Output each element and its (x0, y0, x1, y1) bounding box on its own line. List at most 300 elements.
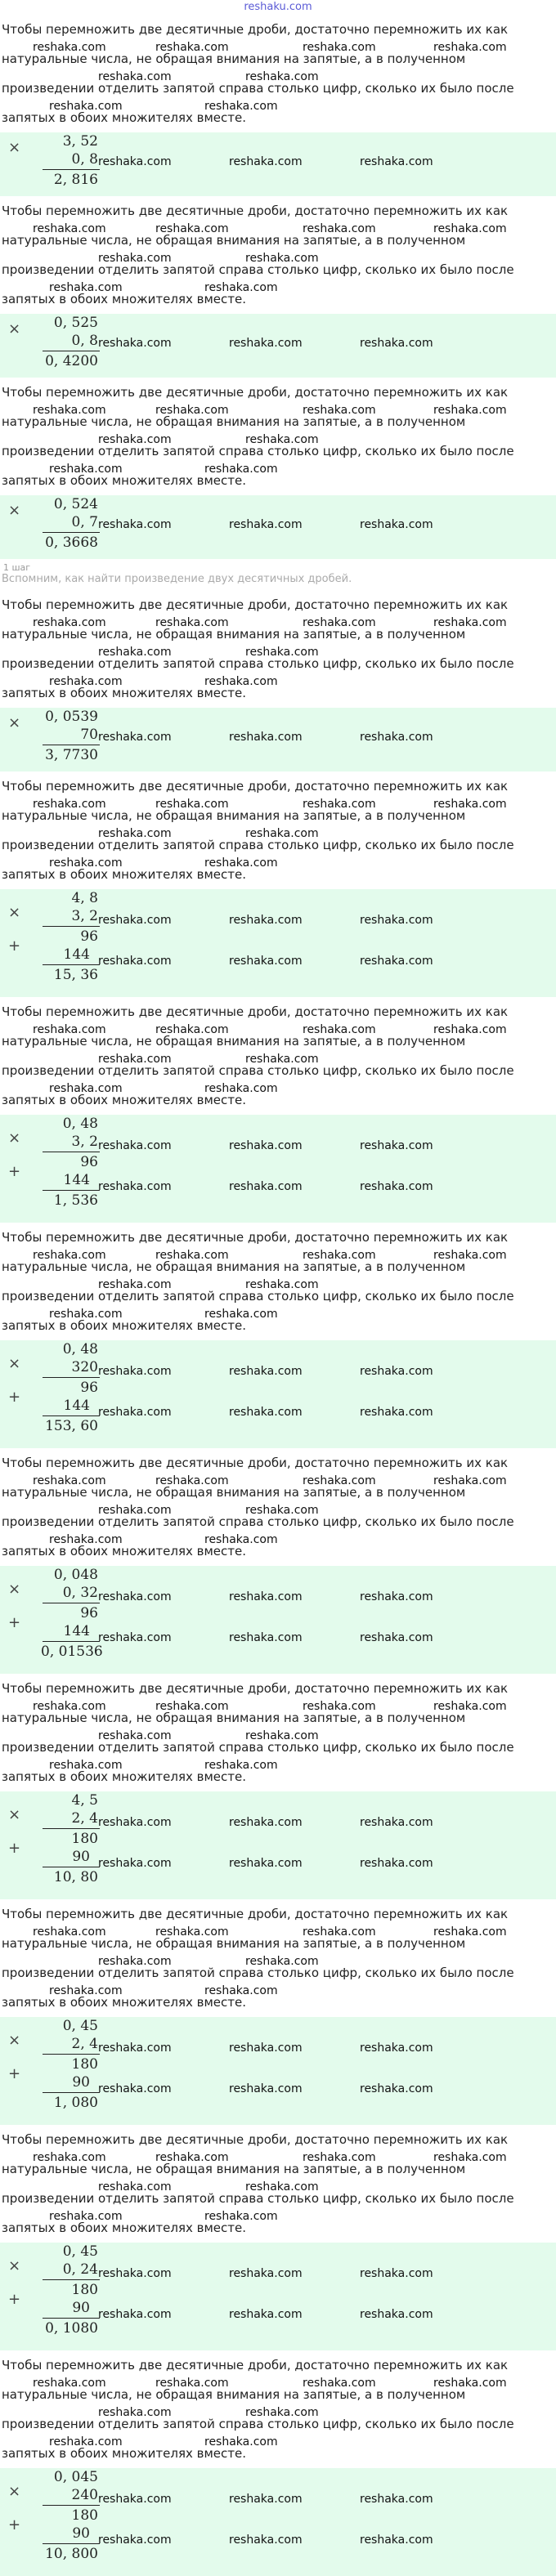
product-result: 3, 7730 (45, 747, 98, 763)
watermark: reshaka.com (98, 1955, 172, 1968)
times-sign: × (8, 139, 21, 156)
explanation-line: произведении отделить запятой справа столько цифр, сколько их было после (2, 1966, 514, 1980)
explanation-block (0, 1223, 556, 1340)
operand: 70 (80, 727, 98, 743)
explanation-block (0, 1674, 556, 1791)
explanation-line: натуральные числа, не обращая внимания на запятые, а в полученном (2, 627, 466, 642)
watermark: reshaka.com (33, 616, 106, 629)
watermark: reshaka.com (155, 1925, 229, 1939)
operand: 0, 45 (62, 2243, 98, 2260)
watermark: reshaka.com (204, 856, 278, 870)
product-result: 1, 080 (53, 2095, 98, 2111)
watermark: reshaka.com (433, 404, 507, 417)
step-label: 1 шаг (3, 562, 31, 573)
product-result: 15, 36 (53, 967, 98, 983)
times-sign: × (8, 2257, 21, 2274)
watermark: reshaka.com (98, 731, 172, 744)
rule-line (43, 1377, 100, 1378)
watermark: reshaka.com (204, 1759, 278, 1772)
explanation-line: произведении отделить запятой справа столько цифр, сколько их было после (2, 1289, 514, 1304)
explanation-line: натуральные числа, не обращая внимания на запятые, а в полученном (2, 414, 466, 429)
watermark: reshaka.com (229, 955, 303, 968)
watermark: reshaka.com (360, 2308, 433, 2321)
explanation-line: произведении отделить запятой справа столько цифр, сколько их было после (2, 1063, 514, 1078)
operand: 4, 8 (71, 890, 98, 906)
plus-sign: + (8, 1163, 21, 1180)
watermark: reshaka.com (303, 2377, 376, 2390)
times-sign: × (8, 904, 21, 921)
rule-line (43, 2092, 100, 2093)
explanation-line: запятых в обоих множителях вместе. (2, 1995, 246, 2010)
explanation-line: Чтобы перемножить две десятичные дроби, достаточно перемножить их как (2, 1004, 509, 1019)
plus-sign: + (8, 1389, 21, 1406)
watermark: reshaka.com (49, 1533, 123, 1546)
watermark: reshaka.com (155, 2151, 229, 2164)
watermark: reshaka.com (49, 2435, 123, 2449)
watermark: reshaka.com (229, 1590, 303, 1603)
watermark: reshaka.com (229, 914, 303, 927)
operand: 0, 8 (71, 333, 98, 349)
multiplication-column (0, 2017, 556, 2125)
explanation-line: произведении отделить запятой справа столько цифр, сколько их было после (2, 656, 514, 671)
watermark: reshaka.com (49, 1984, 123, 1997)
watermark: reshaka.com (155, 1023, 229, 1036)
explanation-line: запятых в обоих множителях вместе. (2, 867, 246, 882)
multiplication-column (0, 132, 556, 196)
watermark: reshaka.com (229, 2534, 303, 2547)
watermark: reshaka.com (49, 100, 123, 113)
watermark: reshaka.com (360, 2267, 433, 2280)
watermark: reshaka.com (433, 41, 507, 54)
times-sign: × (8, 502, 21, 519)
explanation-line: запятых в обоих множителях вместе. (2, 686, 246, 700)
solution-content (0, 15, 556, 2576)
explanation-block (0, 2350, 556, 2468)
watermark: reshaka.com (98, 1590, 172, 1603)
watermark: reshaka.com (360, 1139, 433, 1152)
watermark: reshaka.com (155, 2377, 229, 2390)
watermark: reshaka.com (49, 675, 123, 688)
watermark: reshaka.com (303, 1474, 376, 1487)
times-sign: × (8, 2032, 21, 2049)
watermark: reshaka.com (245, 433, 319, 446)
explanation-line: натуральные числа, не обращая внимания на запятые, а в полученном (2, 1034, 466, 1049)
explanation-line: запятых в обоих множителях вместе. (2, 1769, 246, 1784)
watermark: reshaka.com (98, 2267, 172, 2280)
watermark: reshaka.com (245, 1729, 319, 1742)
partial-product: 144 (63, 1398, 90, 1414)
plus-sign: + (8, 937, 21, 955)
watermark: reshaka.com (303, 798, 376, 811)
watermark: reshaka.com (33, 404, 106, 417)
rule-line (43, 1641, 100, 1642)
watermark: reshaka.com (204, 2435, 278, 2449)
watermark: reshaka.com (433, 222, 507, 235)
explanation-line: произведении отделить запятой справа столько цифр, сколько их было после (2, 81, 514, 96)
explanation-line: натуральные числа, не обращая внимания на запятые, а в полученном (2, 1936, 466, 1951)
partial-product: 144 (63, 1172, 90, 1188)
explanation-line: натуральные числа, не обращая внимания на запятые, а в полученном (2, 2162, 466, 2176)
times-sign: × (8, 2483, 21, 2500)
watermark: reshaka.com (33, 222, 106, 235)
explanation-line: натуральные числа, не обращая внимания на запятые, а в полученном (2, 1485, 466, 1500)
explanation-line: Чтобы перемножить две десятичные дроби, достаточно перемножить их как (2, 203, 509, 218)
watermark: reshaka.com (98, 1365, 172, 1378)
multiplication-column (0, 2468, 556, 2576)
rule-line (43, 532, 100, 533)
watermark: reshaka.com (360, 731, 433, 744)
watermark: reshaka.com (204, 281, 278, 294)
watermark: reshaka.com (49, 856, 123, 870)
explanation-line: запятых в обоих множителях вместе. (2, 1544, 246, 1559)
watermark: reshaka.com (229, 1180, 303, 1193)
operand: 0, 8 (71, 151, 98, 168)
watermark: reshaka.com (49, 281, 123, 294)
rule-line (43, 2543, 100, 2544)
operand: 0, 045 (53, 2469, 98, 2485)
operand: 0, 48 (62, 1116, 98, 1132)
explanation-block (0, 15, 556, 132)
watermark: reshaka.com (245, 70, 319, 83)
product-result: 10, 80 (53, 1869, 98, 1885)
watermark: reshaka.com (33, 1023, 106, 1036)
watermark: reshaka.com (360, 955, 433, 968)
operand: 2, 4 (71, 1810, 98, 1827)
rule-line (43, 1828, 100, 1829)
operand: 0, 525 (53, 315, 98, 331)
watermark: reshaka.com (433, 2151, 507, 2164)
partial-product: 90 (72, 2525, 90, 2542)
watermark: reshaka.com (98, 1816, 172, 1829)
explanation-line: запятых в обоих множителях вместе. (2, 2446, 246, 2461)
watermark: reshaka.com (98, 914, 172, 927)
watermark: reshaka.com (360, 2082, 433, 2095)
partial-product: 144 (63, 1623, 90, 1639)
product-result: 1, 536 (53, 1192, 98, 1209)
explanation-block (0, 196, 556, 314)
watermark: reshaka.com (98, 2534, 172, 2547)
watermark: reshaka.com (229, 1816, 303, 1829)
watermark: reshaka.com (303, 2151, 376, 2164)
explanation-line: Чтобы перемножить две десятичные дроби, достаточно перемножить их как (2, 2132, 509, 2147)
multiplication-column (0, 2243, 556, 2350)
rule-line (43, 1190, 100, 1191)
watermark: reshaka.com (98, 827, 172, 840)
multiplication-column (0, 314, 556, 378)
watermark: reshaka.com (204, 1984, 278, 1997)
watermark: reshaka.com (98, 2493, 172, 2506)
watermark: reshaka.com (229, 2308, 303, 2321)
partial-product: 144 (63, 946, 90, 963)
product-result: 0, 01536 (41, 1644, 103, 1660)
watermark: reshaka.com (245, 1278, 319, 1291)
watermark: reshaka.com (245, 1955, 319, 1968)
watermark: reshaka.com (433, 798, 507, 811)
watermark: reshaka.com (229, 1139, 303, 1152)
watermark: reshaka.com (360, 2042, 433, 2055)
watermark: reshaka.com (155, 1249, 229, 1262)
partial-product: 96 (80, 1154, 98, 1170)
watermark: reshaka.com (360, 1631, 433, 1644)
watermark: reshaka.com (245, 2406, 319, 2419)
watermark: reshaka.com (245, 1504, 319, 1517)
watermark: reshaka.com (98, 2406, 172, 2419)
watermark: reshaka.com (33, 41, 106, 54)
explanation-line: произведении отделить запятой справа столько цифр, сколько их было после (2, 838, 514, 852)
watermark: reshaka.com (98, 2042, 172, 2055)
watermark: reshaka.com (245, 2180, 319, 2194)
watermark: reshaka.com (433, 2377, 507, 2390)
watermark: reshaka.com (303, 41, 376, 54)
explanation-line: произведении отделить запятой справа столько цифр, сколько их было после (2, 262, 514, 277)
partial-product: 90 (72, 1849, 90, 1865)
watermark: reshaka.com (98, 433, 172, 446)
explanation-line: произведении отделить запятой справа столько цифр, сколько их было после (2, 444, 514, 458)
watermark: reshaka.com (155, 404, 229, 417)
watermark: reshaka.com (49, 463, 123, 476)
plus-sign: + (8, 2516, 21, 2534)
watermark: reshaka.com (98, 1053, 172, 1066)
watermark: reshaka.com (204, 100, 278, 113)
watermark: reshaka.com (98, 70, 172, 83)
watermark: reshaka.com (303, 1249, 376, 1262)
explanation-line: натуральные числа, не обращая внимания на запятые, а в полученном (2, 2387, 466, 2402)
explanation-block (0, 2125, 556, 2243)
watermark: reshaka.com (33, 798, 106, 811)
operand: 2, 4 (71, 2036, 98, 2052)
operand: 3, 2 (71, 908, 98, 924)
explanation-line: натуральные числа, не обращая внимания на запятые, а в полученном (2, 808, 466, 823)
explanation-line: натуральные числа, не обращая внимания на запятые, а в полученном (2, 233, 466, 248)
operand: 4, 5 (71, 1792, 98, 1809)
explanation-line: Чтобы перемножить две десятичные дроби, достаточно перемножить их как (2, 1456, 509, 1470)
times-sign: × (8, 320, 21, 338)
watermark: reshaka.com (98, 2180, 172, 2194)
plus-sign: + (8, 2291, 21, 2308)
watermark: reshaka.com (98, 1857, 172, 1870)
plus-sign: + (8, 1840, 21, 1857)
watermark: reshaka.com (98, 955, 172, 968)
explanation-line: Чтобы перемножить две десятичные дроби, достаточно перемножить их как (2, 385, 509, 400)
watermark: reshaka.com (245, 827, 319, 840)
operand: 0, 24 (62, 2261, 98, 2278)
explanation-line: Чтобы перемножить две десятичные дроби, достаточно перемножить их как (2, 597, 509, 612)
explanation-line: запятых в обоих множителях вместе. (2, 2220, 246, 2235)
partial-product: 90 (72, 2074, 90, 2091)
explanation-block (0, 590, 556, 708)
watermark: reshaka.com (433, 616, 507, 629)
explanation-line: натуральные числа, не обращая внимания на запятые, а в полученном (2, 51, 466, 66)
multiplication-column (0, 1566, 556, 1674)
product-result: 0, 3668 (45, 534, 98, 551)
partial-product: 90 (72, 2300, 90, 2316)
explanation-line: запятых в обоих множителях вместе. (2, 292, 246, 306)
watermark: reshaka.com (433, 1249, 507, 1262)
watermark: reshaka.com (229, 1631, 303, 1644)
multiplication-column (0, 889, 556, 997)
explanation-block (0, 997, 556, 1115)
plus-sign: + (8, 1614, 21, 1631)
watermark: reshaka.com (98, 2308, 172, 2321)
operand: 0, 32 (62, 1585, 98, 1601)
partial-product: 180 (71, 2056, 98, 2073)
explanation-line: Чтобы перемножить две десятичные дроби, достаточно перемножить их как (2, 779, 509, 794)
rule-line (43, 964, 100, 965)
watermark: reshaka.com (433, 1023, 507, 1036)
watermark: reshaka.com (229, 1857, 303, 1870)
multiplication-column (0, 495, 556, 559)
watermark: reshaka.com (33, 2151, 106, 2164)
watermark: reshaka.com (155, 1700, 229, 1713)
explanation-line: запятых в обоих множителях вместе. (2, 1318, 246, 1333)
watermark: reshaka.com (98, 155, 172, 168)
watermark: reshaka.com (229, 337, 303, 350)
watermark: reshaka.com (204, 2210, 278, 2223)
watermark: reshaka.com (49, 2210, 123, 2223)
watermark: reshaka.com (98, 252, 172, 265)
product-result: 2, 816 (53, 172, 98, 188)
watermark: reshaka.com (303, 1023, 376, 1036)
operand: 0, 524 (53, 496, 98, 512)
operand: 0, 0539 (45, 709, 98, 725)
watermark: reshaka.com (98, 1278, 172, 1291)
site-header (0, 0, 556, 15)
watermark: reshaka.com (155, 798, 229, 811)
watermark: reshaka.com (360, 1406, 433, 1419)
multiplication-column (0, 1115, 556, 1223)
watermark: reshaka.com (49, 1082, 123, 1095)
watermark: reshaka.com (303, 1925, 376, 1939)
watermark: reshaka.com (303, 222, 376, 235)
operand: 0, 048 (53, 1567, 98, 1583)
times-sign: × (8, 1806, 21, 1823)
watermark: reshaka.com (98, 337, 172, 350)
explanation-line: произведении отделить запятой справа столько цифр, сколько их было после (2, 1514, 514, 1529)
partial-product: 96 (80, 1605, 98, 1621)
operand: 0, 48 (62, 1341, 98, 1357)
watermark: reshaka.com (360, 337, 433, 350)
watermark: reshaka.com (98, 1139, 172, 1152)
watermark: reshaka.com (229, 2082, 303, 2095)
plus-sign: + (8, 2065, 21, 2082)
rule-line (43, 2505, 100, 2506)
partial-product: 96 (80, 1380, 98, 1396)
explanation-line: Чтобы перемножить две десятичные дроби, достаточно перемножить их как (2, 1907, 509, 1921)
explanation-line: запятых в обоих множителях вместе. (2, 110, 246, 125)
watermark: reshaka.com (229, 2267, 303, 2280)
explanation-line: запятых в обоих множителях вместе. (2, 473, 246, 488)
operand: 0, 7 (71, 514, 98, 530)
rule-line (43, 2318, 100, 2319)
operand: 320 (71, 1359, 98, 1375)
operand: 240 (71, 2487, 98, 2503)
explanation-line: Чтобы перемножить две десятичные дроби, достаточно перемножить их как (2, 1681, 509, 1696)
watermark: reshaka.com (229, 1365, 303, 1378)
watermark: reshaka.com (49, 1308, 123, 1321)
watermark: reshaka.com (98, 1631, 172, 1644)
watermark: reshaka.com (204, 675, 278, 688)
watermark: reshaka.com (229, 2042, 303, 2055)
rule-line (43, 926, 100, 927)
watermark: reshaka.com (245, 1053, 319, 1066)
multiplication-column (0, 708, 556, 771)
watermark: reshaka.com (433, 1700, 507, 1713)
watermark: reshaka.com (98, 2082, 172, 2095)
watermark: reshaka.com (360, 1816, 433, 1829)
watermark: reshaka.com (155, 222, 229, 235)
explanation-line: произведении отделить запятой справа столько цифр, сколько их было после (2, 1740, 514, 1755)
partial-product: 180 (71, 1831, 98, 1847)
step-title: Вспомним, как найти произведение двух десятичных дробей. (2, 573, 352, 585)
watermark: reshaka.com (433, 1474, 507, 1487)
watermark: reshaka.com (360, 2534, 433, 2547)
multiplication-column (0, 1791, 556, 1899)
explanation-line: Чтобы перемножить две десятичные дроби, достаточно перемножить их как (2, 2358, 509, 2373)
product-result: 10, 800 (45, 2546, 98, 2562)
explanation-line: произведении отделить запятой справа столько цифр, сколько их было после (2, 2417, 514, 2431)
times-sign: × (8, 1355, 21, 1372)
watermark: reshaka.com (33, 1700, 106, 1713)
watermark: reshaka.com (204, 1082, 278, 1095)
watermark: reshaka.com (98, 518, 172, 531)
explanation-block (0, 1448, 556, 1566)
watermark: reshaka.com (98, 1406, 172, 1419)
watermark: reshaka.com (229, 1406, 303, 1419)
watermark: reshaka.com (98, 646, 172, 659)
watermark: reshaka.com (360, 155, 433, 168)
explanation-block (0, 378, 556, 495)
multiplication-column (0, 1340, 556, 1448)
watermark: reshaka.com (204, 463, 278, 476)
operand: 0, 45 (62, 2018, 98, 2034)
explanation-line: запятых в обоих множителях вместе. (2, 1093, 246, 1107)
watermark: reshaka.com (33, 1474, 106, 1487)
watermark: reshaka.com (360, 1590, 433, 1603)
watermark: reshaka.com (360, 518, 433, 531)
explanation-line: Чтобы перемножить две десятичные дроби, достаточно перемножить их как (2, 22, 509, 37)
explanation-block (0, 771, 556, 889)
watermark: reshaka.com (303, 1700, 376, 1713)
operand: 3, 2 (71, 1134, 98, 1150)
product-result: 0, 4200 (45, 353, 98, 369)
watermark: reshaka.com (155, 1474, 229, 1487)
partial-product: 180 (71, 2282, 98, 2298)
explanation-line: Чтобы перемножить две десятичные дроби, достаточно перемножить их как (2, 1230, 509, 1245)
explanation-line: произведении отделить запятой справа столько цифр, сколько их было после (2, 2191, 514, 2206)
operand: 3, 52 (62, 133, 98, 150)
watermark: reshaka.com (360, 914, 433, 927)
watermark: reshaka.com (360, 1857, 433, 1870)
watermark: reshaka.com (49, 1759, 123, 1772)
watermark: reshaka.com (98, 1504, 172, 1517)
explanation-line: натуральные числа, не обращая внимания на запятые, а в полученном (2, 1259, 466, 1274)
watermark: reshaka.com (303, 616, 376, 629)
watermark: reshaka.com (229, 518, 303, 531)
explanation-block (0, 1899, 556, 2017)
watermark: reshaka.com (33, 2377, 106, 2390)
watermark: reshaka.com (98, 1729, 172, 1742)
watermark: reshaka.com (360, 2493, 433, 2506)
watermark: reshaka.com (245, 646, 319, 659)
explanation-line: натуральные числа, не обращая внимания на запятые, а в полученном (2, 1711, 466, 1725)
watermark: reshaka.com (433, 1925, 507, 1939)
watermark: reshaka.com (98, 1180, 172, 1193)
partial-product: 180 (71, 2507, 98, 2524)
watermark: reshaka.com (33, 1249, 106, 1262)
site-logo[interactable]: reshaku.com (244, 1, 312, 13)
watermark: reshaka.com (155, 41, 229, 54)
watermark: reshaka.com (229, 731, 303, 744)
